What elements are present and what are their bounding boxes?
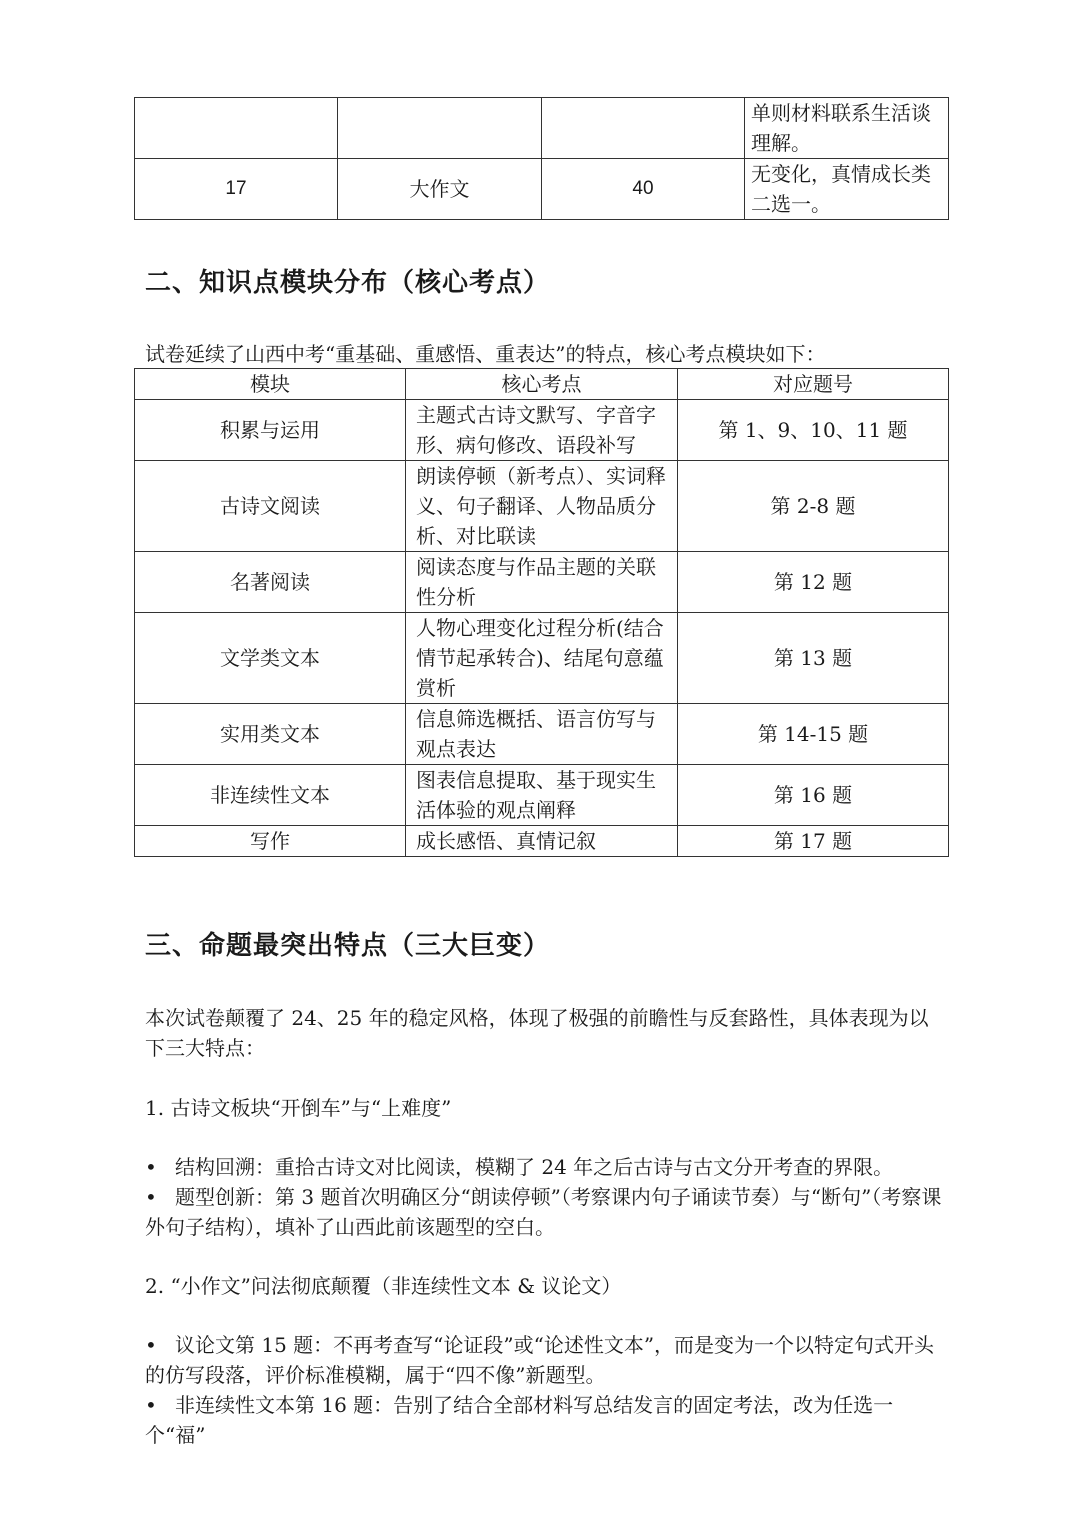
- questions-cell: 第 1、9、10、11 题: [678, 400, 949, 461]
- table-cell: [338, 98, 542, 159]
- point-title: 2. “小作文”问法彻底颠覆（非连续性文本 & 议论文）: [145, 1274, 622, 1298]
- bullet-item: [145, 1330, 945, 1390]
- score-table: [134, 97, 949, 220]
- table-row: [135, 826, 949, 857]
- table-row: [135, 461, 949, 552]
- bullet-text: 议论文第 15 题：不再考查写“论证段”或“论述性文本”，而是变为一个以特定句式开头的仿写段落，评价标准模糊，属于“四不像”新题型。: [145, 1333, 935, 1387]
- bullet-item: [145, 1152, 945, 1182]
- points-cell: 信息筛选概括、语言仿写与观点表达: [406, 704, 678, 765]
- column-header: 对应题号: [678, 369, 949, 400]
- column-header: 模块: [135, 369, 406, 400]
- module-cell: 非连续性文本: [135, 765, 406, 826]
- score-cell: 40: [542, 159, 745, 220]
- section-intro: 本次试卷颠覆了 24、25 年的稳定风格，体现了极强的前瞻性与反套路性，具体表现为以下三大特点：: [145, 1006, 929, 1060]
- questions-cell: 第 2-8 题: [678, 461, 949, 552]
- table-row: [135, 765, 949, 826]
- questions-cell: 第 17 题: [678, 826, 949, 857]
- question-number-cell: 17: [135, 159, 338, 220]
- table-cell: [542, 98, 745, 159]
- table-cell: [135, 98, 338, 159]
- table-header-row: [135, 369, 949, 400]
- points-cell: 朗读停顿（新考点）、实词释义、句子翻译、人物品质分析、对比联读: [406, 461, 678, 552]
- module-cell: 古诗文阅读: [135, 461, 406, 552]
- table-row: [135, 98, 949, 159]
- module-cell: 实用类文本: [135, 704, 406, 765]
- questions-cell: 第 12 题: [678, 552, 949, 613]
- bullet-icon: •: [145, 1155, 157, 1179]
- points-cell: 人物心理变化过程分析(结合情节起承转合)、结尾句意蕴赏析: [406, 613, 678, 704]
- section-intro: 试卷延续了山西中考“重基础、重感悟、重表达”的特点，核心考点模块如下：: [145, 342, 826, 366]
- questions-cell: 第 16 题: [678, 765, 949, 826]
- bullet-icon: •: [145, 1393, 157, 1417]
- note-cell: 无变化，真情成长类二选一。: [745, 159, 949, 220]
- points-cell: 阅读态度与作品主题的关联性分析: [406, 552, 678, 613]
- module-table: [134, 368, 949, 857]
- bullet-text: 结构回溯：重拾古诗文对比阅读，模糊了 24 年之后古诗与古文分开考查的界限。: [175, 1155, 894, 1179]
- bullet-icon: •: [145, 1185, 157, 1209]
- table-row: [135, 704, 949, 765]
- bullet-icon: •: [145, 1333, 157, 1357]
- module-cell: 文学类文本: [135, 613, 406, 704]
- points-cell: 图表信息提取、基于现实生活体验的观点阐释: [406, 765, 678, 826]
- module-cell: 积累与运用: [135, 400, 406, 461]
- questions-cell: 第 13 题: [678, 613, 949, 704]
- point-title: 1. 古诗文板块“开倒车”与“上难度”: [145, 1096, 452, 1120]
- table-row: [135, 613, 949, 704]
- module-cell: 名著阅读: [135, 552, 406, 613]
- column-header: 核心考点: [406, 369, 678, 400]
- table-row: [135, 400, 949, 461]
- points-cell: 主题式古诗文默写、字音字形、病句修改、语段补写: [406, 400, 678, 461]
- table-row: [135, 159, 949, 220]
- bullet-text: 非连续性文本第 16 题：告别了结合全部材料写总结发言的固定考法，改为任选一个“福”: [145, 1393, 894, 1447]
- section-heading: 三、命题最突出特点（三大巨变）: [145, 931, 551, 961]
- bullet-text: 题型创新：第 3 题首次明确区分“朗读停顿”（考察课内句子诵读节奏）与“断句”（考察课外句子结构），填补了山西此前该题型的空白。: [145, 1185, 942, 1239]
- section-heading: 二、知识点模块分布（核心考点）: [145, 268, 551, 298]
- table-row: [135, 552, 949, 613]
- question-type-cell: 大作文: [338, 159, 542, 220]
- points-cell: 成长感悟、真情记叙: [406, 826, 678, 857]
- questions-cell: 第 14-15 题: [678, 704, 949, 765]
- table-cell: 单则材料联系生活谈理解。: [745, 98, 949, 159]
- bullet-item: [145, 1390, 945, 1450]
- module-cell: 写作: [135, 826, 406, 857]
- bullet-item: [145, 1182, 945, 1242]
